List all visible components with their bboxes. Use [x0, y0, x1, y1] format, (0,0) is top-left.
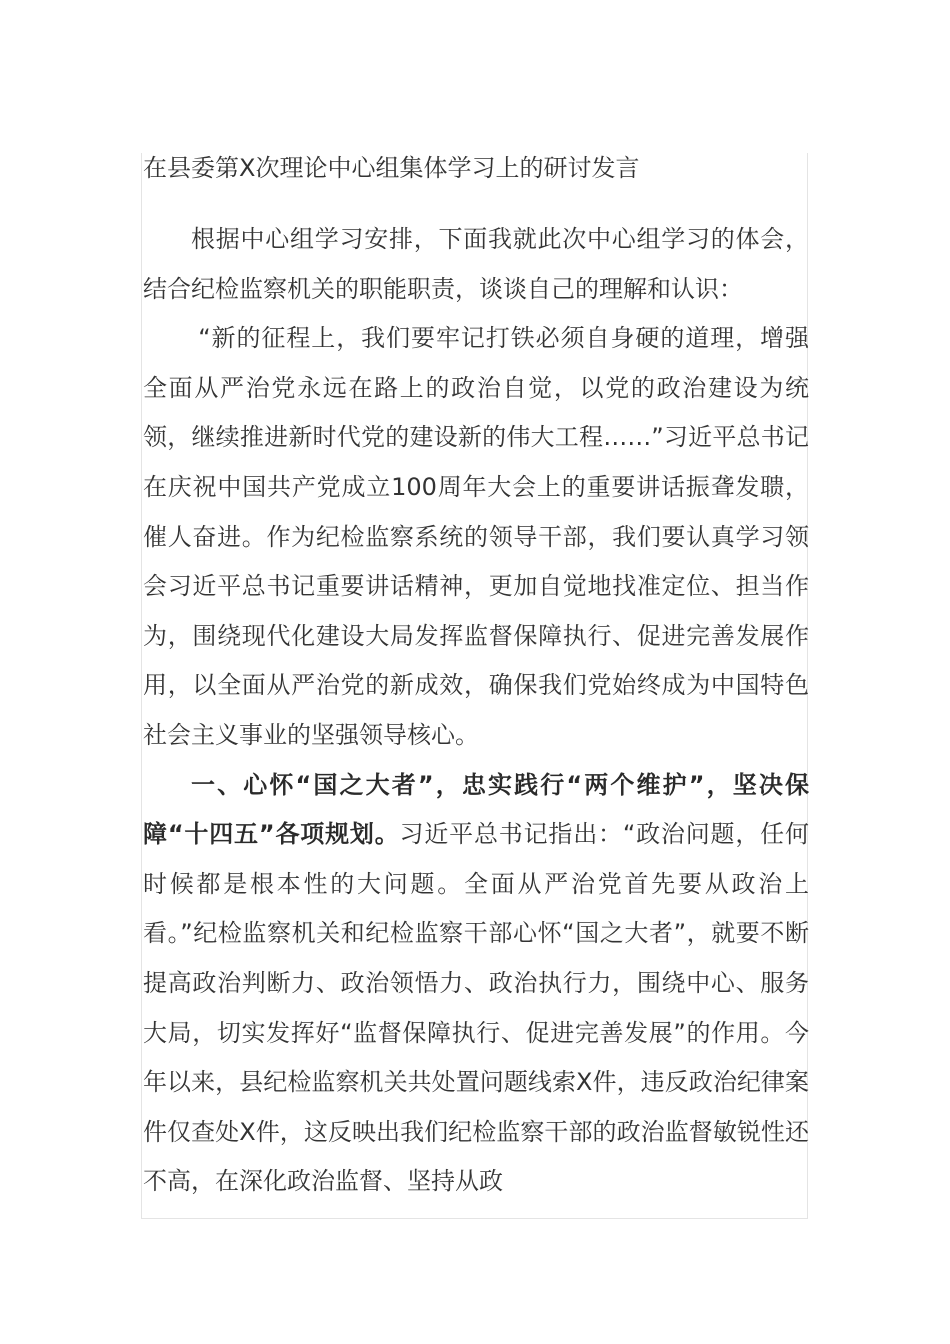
document-body: [143, 215, 809, 1207]
section-1-body: 习近平总书记指出：“政治问题，任何时候都是根本性的大问题。全面从严治党首先要从政治上看。”纪检监察机关和纪检监察干部心怀“国之大者”，就要不断提高政治判断力、政治领悟力、政治执行力，围绕中心、服务大局，切实发挥好“监督保障执行、促进完善发展”的作用。今年以来，县纪检监察机关共处置问题线索X件，违反政治纪律案件仅查处X件，这反映出我们纪检监察干部的政治监督敏锐性还不高，在深化政治监督、坚持从政: [143, 820, 809, 1196]
intro-paragraph: 根据中心组学习安排，下面我就此次中心组学习的体会，结合纪检监察机关的职能职责，谈谈自己的理解和认识：: [143, 225, 809, 303]
section-1-paragraph: [143, 761, 809, 1207]
document-title: 在县委第X次理论中心组集体学习上的研讨发言: [143, 154, 640, 182]
section-1-heading: 一、心怀“国之大者”，忠实践行“两个维护”，坚决保障“十四五”各项规划。: [143, 770, 809, 849]
quote-paragraph: “新的征程上，我们要牢记打铁必须自身硬的道理，增强全面从严治党永远在路上的政治自觉，以党的政治建设为统领，继续推进新时代党的建设新的伟大工程……”习近平总书记在庆祝中国共产党成立100周年大会上的重要讲话振聋发聩，催人奋进。作为纪检监察系统的领导干部，我们要认真学习领会习近平总书记重要讲话精神，更加自觉地找准定位、担当作为，围绕现代化建设大局发挥监督保障执行、促进完善发展作用，以全面从严治党的新成效，确保我们党始终成为中国特色社会主义事业的坚强领导核心。: [143, 324, 809, 749]
